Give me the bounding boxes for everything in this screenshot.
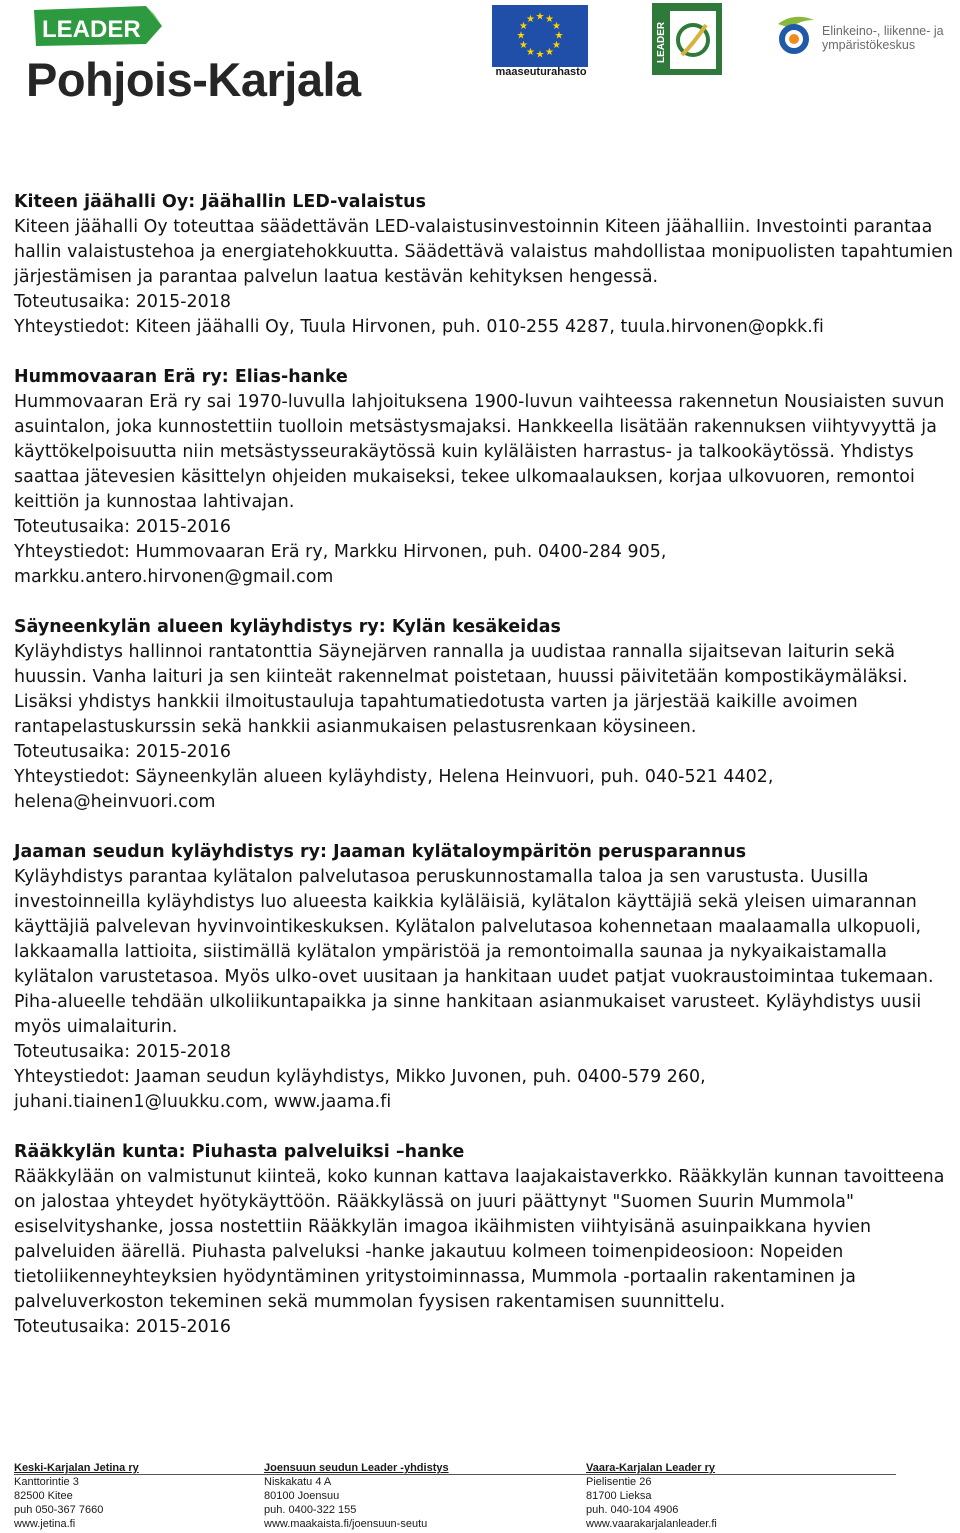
project-description: Kyläyhdistys parantaa kylätalon palvelutasoa peruskunnostamalla taloa ja sen varustusta. Uusilla investoinneilla kyläyhdistys luo alueesta kaikkia kyläläisiä, kylätalon käyttäjiä sekä yleisen uimarannan käyttäjiä palvelevan hyvinvointikeskuksen. Kylätalon palvelutasoa kohennetaan maalaamalla ulkopuoli, lakkaamalla lattioita, siistimällä kylätalon ympäristöä ja remontoimalla saunaa ja nykyaikaistamalla kylätalon varustetasoa. Myös ulko-ovet uusitaan ja hankitaan uudet patjat vuokraustoimintaa tukemaan. Piha-alueelle tehdään ulkoliikuntapaikka ja sinne hankitaan asianmukaiset varusteet. Kyläyhdistys uusii myös uimalaiturin. <box>14 867 934 1037</box>
eu-star-icon: ★ <box>519 40 528 51</box>
project-title: Jaaman seudun kyläyhdistys ry: Jaaman kylätaloympäritön perusparannus <box>14 842 747 862</box>
leader-banner-graphic <box>28 4 162 50</box>
footer-postal: 81700 Lieksa <box>586 1490 652 1502</box>
eu-star-icon: ★ <box>545 47 554 58</box>
eu-star-icon: ★ <box>526 47 535 58</box>
leader-square-logo <box>652 3 722 75</box>
footer-contact-vaara <box>586 1461 717 1531</box>
footer-website-link[interactable]: www.jetina.fi <box>14 1518 76 1530</box>
eu-star-icon: ★ <box>526 14 535 25</box>
footer-address: Pielisentie 26 <box>586 1476 652 1488</box>
eu-star-icon: ★ <box>516 30 526 42</box>
project-period: Toteutusaika: 2015-2018 <box>14 1042 231 1062</box>
project-item <box>14 840 960 1115</box>
leader-vertical-text: LEADER <box>656 21 667 63</box>
project-title: Kiteen jäähalli Oy: Jäähallin LED-valaistus <box>14 192 426 212</box>
eu-star-icon: ★ <box>552 21 561 32</box>
footer-org-name: Keski-Karjalan Jetina ry <box>14 1462 139 1474</box>
footer-address: Kanttorintie 3 <box>14 1476 79 1488</box>
project-period: Toteutusaika: 2015-2016 <box>14 742 231 762</box>
project-period: Toteutusaika: 2015-2016 <box>14 517 231 537</box>
leader-badge-text: LEADER <box>42 16 141 43</box>
project-description: Kiteen jäähalli Oy toteuttaa säädettävän LED-valaistusinvestoinnin Kiteen jäähalliin. Investointi parantaa hallin valaistustehoa ja energiatehokkuutta. Säädettävä valaistus mahdollistaa monipuolisten tapahtumien järjestämisen ja parantaa palvelun laatua kestävän kehityksen hengessä. <box>14 217 954 287</box>
project-item <box>14 615 960 815</box>
eu-flag-icon <box>492 5 588 67</box>
project-description: Hummovaaran Erä ry sai 1970-luvulla lahjoituksena 1900-luvun vaihteessa rakennetun Nousiaisten suvun asuintalon, joka kunnostettiin tuolloin metsästysmajaksi. Hankkeella lisätään rakennuksen viihtyvyyttä ja käyttökelpoisuutta niin metsästysseurakäytössä kuin kyläläisten harrastus- ja talkookäytössä. Yhdistys saattaa jätevesien käsittelyn ohjeiden mukaiseksi, tekee ulkomaalauksen, korjaa ulkovuoren, remontoi keittiön ja kunnostaa lahtivajan. <box>14 392 945 512</box>
footer-phone: puh. 040-104 4906 <box>586 1504 679 1516</box>
project-period: Toteutusaika: 2015-2016 <box>14 1317 231 1337</box>
eu-star-icon: ★ <box>519 21 528 32</box>
project-item <box>14 365 960 590</box>
ely-name-line-2: ympäristökeskus <box>822 38 916 52</box>
project-item <box>14 1140 960 1340</box>
project-title: Hummovaaran Erä ry: Elias-hanke <box>14 367 348 387</box>
project-period: Toteutusaika: 2015-2018 <box>14 292 231 312</box>
footer-postal: 82500 Kitee <box>14 1490 73 1502</box>
project-title: Rääkkylän kunta: Piuhasta palveluiksi –hanke <box>14 1142 465 1162</box>
eu-star-icon: ★ <box>554 30 564 42</box>
project-contact: Yhteystiedot: Hummovaaran Erä ry, Markku Hirvonen, puh. 0400-284 905, markku.antero.hirvonen@gmail.com <box>14 542 667 587</box>
footer-phone: puh. 0400-322 155 <box>264 1504 357 1516</box>
footer-divider <box>14 1474 896 1475</box>
project-item <box>14 190 960 340</box>
footer-postal: 80100 Joensuu <box>264 1490 340 1502</box>
project-list <box>14 190 960 1365</box>
ely-centre-logo-icon <box>774 12 818 56</box>
footer-org-name: Joensuun seudun Leader -yhdistys <box>264 1462 449 1474</box>
project-contact: Yhteystiedot: Kiteen jäähalli Oy, Tuula Hirvonen, puh. 010-255 4287, tuula.hirvonen@opkk.fi <box>14 317 824 337</box>
eu-star-icon: ★ <box>552 40 561 51</box>
footer-contact-jetina <box>14 1461 139 1531</box>
footer-address: Niskakatu 4 A <box>264 1476 332 1488</box>
ely-centre-name <box>822 24 944 52</box>
project-contact: Yhteystiedot: Jaaman seudun kyläyhdistys, Mikko Juvonen, puh. 0400-579 260, juhani.tiainen1@luukku.com, www.jaama.fi <box>14 1067 706 1112</box>
project-title: Säyneenkylän alueen kyläyhdistys ry: Kylän kesäkeidas <box>14 617 561 637</box>
project-description: Kyläyhdistys hallinnoi rantatonttia Säynejärven rannalla ja uudistaa rannalla sijaitsevan laiturin sekä huussin. Vanha laituri ja sen kiinteät rakennelmat poistetaan, huussi päivitetään kompostikäymäläksi. Lisäksi yhdistys hankkii ilmoitustauluja tapahtumatiedotusta varten ja järjestää kaikille avoimen rantapelastuskurssin sekä hankkii asianmukaisen pelastusrenkaan köysineen. <box>14 642 908 737</box>
project-contact: Yhteystiedot: Säyneenkylän alueen kyläyhdisty, Helena Heinvuori, puh. 040-521 4402, helena@heinvuori.com <box>14 767 774 812</box>
eu-star-icon: ★ <box>545 14 554 25</box>
region-title: Pohjois-Karjala <box>26 53 361 106</box>
eu-fund-caption: maaseuturahasto <box>495 66 587 78</box>
eu-star-icon: ★ <box>535 49 545 61</box>
footer-website-link[interactable]: www.vaarakarjalanleader.fi <box>586 1518 717 1530</box>
footer-org-name: Vaara-Karjalan Leader ry <box>586 1462 716 1474</box>
footer-website-link[interactable]: www.maakaista.fi/joensuun-seutu <box>264 1518 428 1530</box>
project-description: Rääkkylään on valmistunut kiinteä, koko kunnan kattava laajakaistaverkko. Rääkkylän kunnan tavoitteena on jalostaa yhteydet hyötykäyttöön. Rääkkylässä on juuri päättynyt "Suomen Suurin Mummola" esiselvityshanke, jossa nostettiin Rääkkylän imagoa ikäihmisten viihtyisänä asuinpaikkana hyvien palveluiden äärellä. Piuhasta palveluksi -hanke jakautuu kolmeen toimenpideosioon: Nopeiden tietoliikenneyhteyksien hyödyntäminen yritystoiminnassa, Mummola -portaalin rakentaminen ja palveluverkoston tekeminen sekä mummolan fyysisen rakentamisen suunnittelu. <box>14 1167 945 1312</box>
ely-name-line-1: Elinkeino-, liikenne- ja <box>822 24 944 38</box>
footer-phone: puh 050-367 7660 <box>14 1504 104 1516</box>
footer-contact-joensuu <box>264 1461 449 1531</box>
eu-star-icon: ★ <box>535 11 545 23</box>
